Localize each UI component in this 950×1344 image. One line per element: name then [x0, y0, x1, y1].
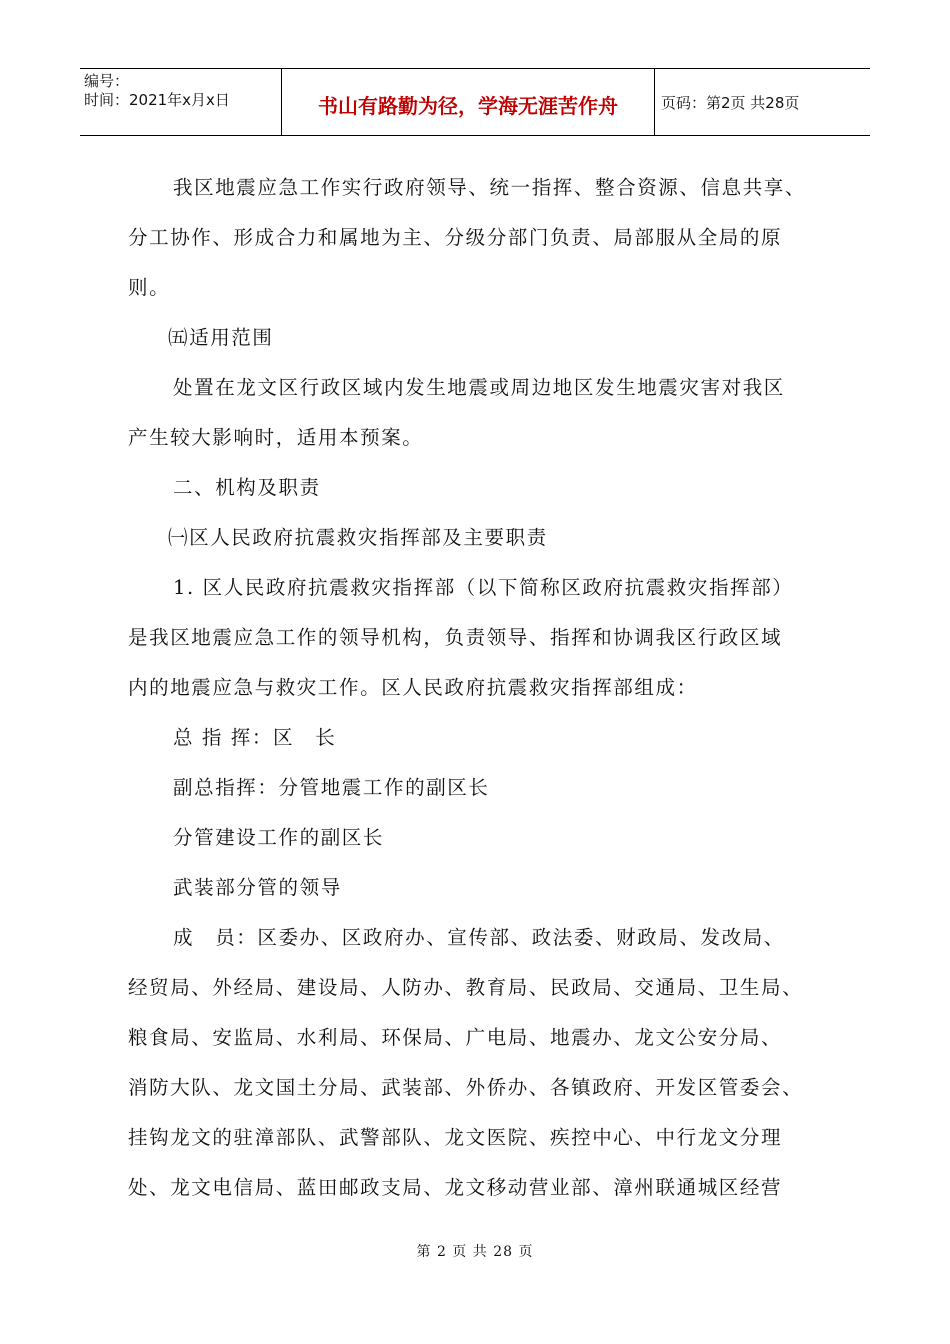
header-meta — [80, 69, 282, 135]
paragraph-line: 消防大队、龙文国土分局、武装部、外侨办、各镇政府、开发区管委会、 — [128, 1076, 804, 1099]
paragraph-line: 处置在龙文区行政区域内发生地震或周边地区发生地震灾害对我区 — [173, 376, 785, 399]
page-header — [80, 68, 870, 136]
page-footer: 第 2 页 共 28 页 — [416, 1244, 534, 1260]
document-body — [128, 166, 833, 1216]
paragraph-line: 粮食局、安监局、水利局、环保局、广电局、地震办、龙文公安分局、 — [128, 1026, 783, 1049]
section-heading: ㈠区人民政府抗震救灾指挥部及主要职责 — [168, 526, 548, 549]
paragraph-line: 产生较大影响时，适用本预案。 — [128, 426, 424, 449]
paragraph-line: 内的地震应急与救灾工作。区人民政府抗震救灾指挥部组成： — [128, 676, 698, 699]
paragraph-line: 分工协作、形成合力和属地为主、分级分部门负责、局部服从全局的原 — [128, 226, 783, 249]
paragraph-line: 我区地震应急工作实行政府领导、统一指挥、整合资源、信息共享、 — [173, 176, 807, 199]
section-heading: ㈤适用范围 — [168, 326, 274, 349]
paragraph-line: 是我区地震应急工作的领导机构，负责领导、指挥和协调我区行政区域 — [128, 626, 783, 649]
paragraph-line: 总 指 挥：区 长 — [173, 726, 337, 749]
paragraph-line: 1. 区人民政府抗震救灾指挥部（以下简称区政府抗震救灾指挥部） — [173, 576, 794, 599]
paragraph-line: 副总指挥：分管地震工作的副区长 — [173, 776, 490, 799]
paragraph-line: 分管建设工作的副区长 — [173, 826, 385, 849]
paragraph-line: 则。 — [128, 276, 171, 299]
time-label: 时间：2021年x月x日 — [84, 91, 230, 109]
paragraph-line: 武装部分管的领导 — [173, 876, 342, 899]
paragraph-line: 处、龙文电信局、蓝田邮政支局、龙文移动营业部、漳州联通城区经营 — [128, 1176, 783, 1199]
header-motto: 书山有路勤为径，学海无涯苦作舟 — [282, 69, 655, 135]
paragraph-line: 经贸局、外经局、建设局、人防办、教育局、民政局、交通局、卫生局、 — [128, 976, 804, 999]
paragraph-line: 成 员：区委办、区政府办、宣传部、政法委、财政局、发改局、 — [173, 926, 785, 949]
paragraph-line: 挂钩龙文的驻漳部队、武警部队、龙文医院、疾控中心、中行龙文分理 — [128, 1126, 783, 1149]
serial-number-label: 编号： — [84, 72, 130, 90]
section-heading: 二、机构及职责 — [173, 476, 321, 499]
header-page-number: 页码：第2页 共28页 — [661, 93, 800, 112]
